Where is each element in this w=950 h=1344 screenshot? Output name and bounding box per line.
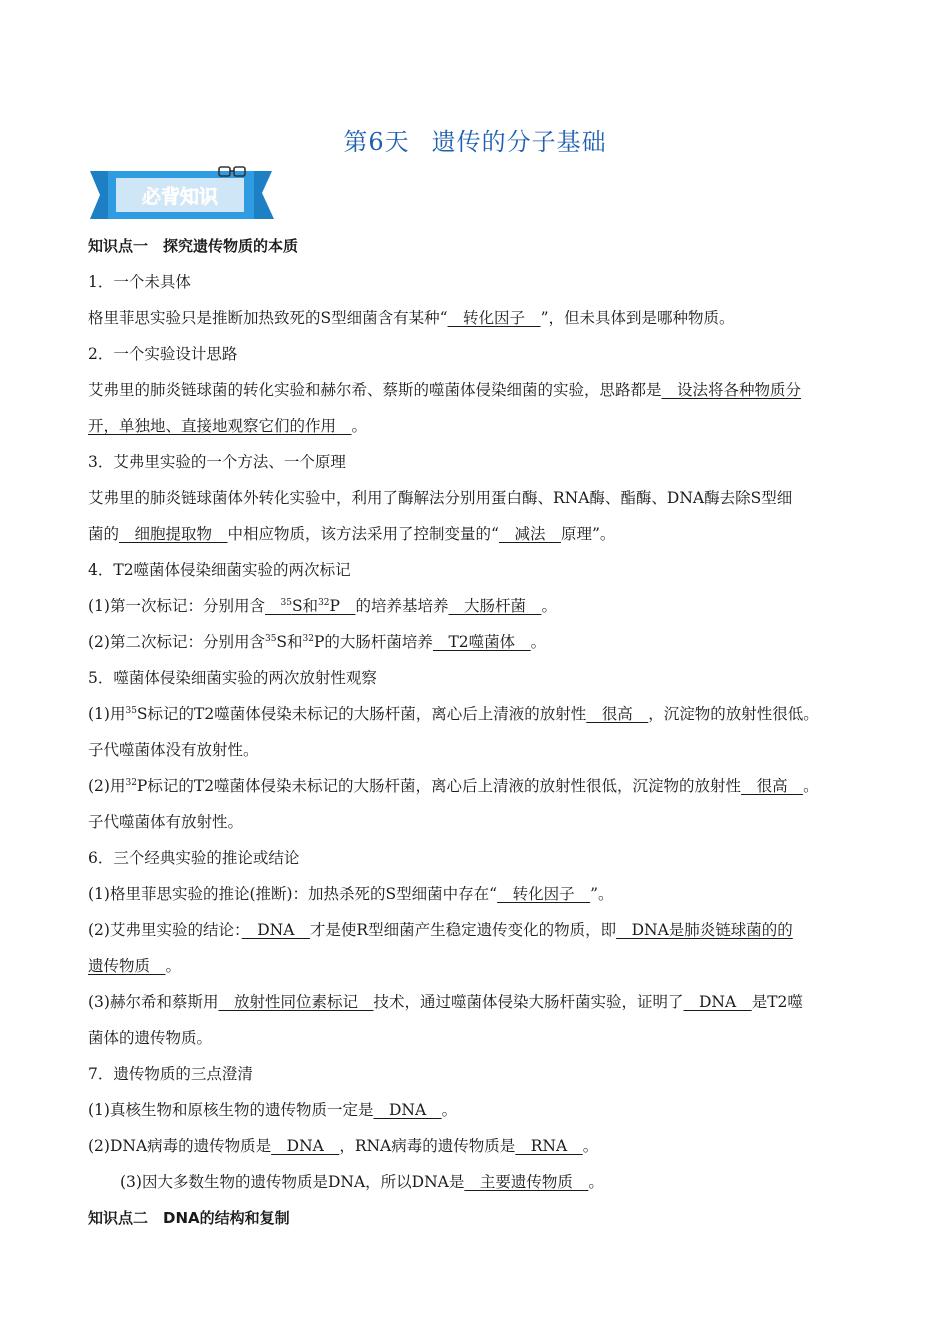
s7-line-1: (1)真核生物和原核生物的遗传物质一定是 DNA 。 [88, 1101, 458, 1119]
answer-blank: DNA [373, 1101, 442, 1119]
answer-blank: 开，单独地、直接地观察它们的作用 [88, 417, 352, 435]
s2-heading: 2．一个实验设计思路 [88, 345, 238, 363]
s2-line: 艾弗里的肺炎链球菌的转化实验和赫尔希、蔡斯的噬菌体侵染细菌的实验，思路都是 设法将各种物质分 [88, 381, 802, 399]
s6-line-2: (2)艾弗里实验的结论： DNA 才是使R型细菌产生稳定遗传变化的物质，即 DNA是肺炎链球菌的的 [88, 921, 793, 939]
answer-blank: DNA [683, 993, 752, 1011]
answer-blank: 很高 [741, 777, 804, 795]
s7-heading: 7．遗传物质的三点澄清 [88, 1065, 253, 1083]
answer-blank: DNA是肺炎链球菌的的 [616, 921, 793, 939]
answer-blank: DNA [241, 921, 310, 939]
answer-blank: 放射性同位素标记 [218, 993, 374, 1011]
content [88, 228, 878, 1236]
answer-blank: 大肠杆菌 [448, 597, 542, 615]
s6-line-2-cont: 遗传物质 。 [88, 957, 182, 975]
answer-blank: DNA [271, 1137, 340, 1155]
answer-blank: RNA [515, 1137, 583, 1155]
s4-line-1: (1)第一次标记：分别用含 $^{35}$S和$^{32}$P 的培养基培养 大肠杆菌 。 [88, 597, 557, 615]
answer-blank: 转化因子 [447, 309, 541, 327]
s6-line-1: (1)格里菲思实验的推论(推断)：加热杀死的S型细菌中存在“ 转化因子 ”。 [88, 885, 614, 903]
kp2-heading: 知识点二 DNA的结构和复制 [88, 1209, 290, 1227]
answer-blank: 设法将各种物质分 [661, 381, 802, 399]
s1-line: 格里菲思实验只是推断加热致死的S型细菌含有某种“ 转化因子 ”，但未具体到是哪种物质。 [88, 309, 735, 327]
s4-heading: 4．T2噬菌体侵染细菌实验的两次标记 [88, 561, 351, 579]
kp1-heading: 知识点一 探究遗传物质的本质 [88, 237, 299, 255]
s2-line-cont: 开，单独地、直接地观察它们的作用 。 [88, 417, 368, 435]
answer-blank: 细胞提取物 [119, 525, 228, 543]
s3-line: 艾弗里的肺炎链球菌体外转化实验中，利用了酶解法分别用蛋白酶、RNA酶、酯酶、DNA酶去除S型细 [88, 489, 793, 507]
s6-heading: 6．三个经典实验的推论或结论 [88, 849, 300, 867]
must-know-banner [86, 163, 276, 227]
s5-line-2b: 子代噬菌体有放射性。 [88, 813, 244, 831]
s7-line-3: (3)因大多数生物的遗传物质是DNA，所以DNA是 主要遗传物质 。 [120, 1173, 604, 1191]
s6-line-3b: 菌体的遗传物质。 [88, 1029, 213, 1047]
answer-blank: 很高 [586, 705, 649, 723]
banner-label: 必背知识 [141, 186, 219, 208]
page-title: 第6天 遗传的分子基础 [343, 128, 607, 156]
answer-blank: 减法 [498, 525, 561, 543]
answer-blank: 遗传物质 [88, 957, 166, 975]
s5-heading: 5．噬菌体侵染细菌实验的两次放射性观察 [88, 669, 377, 687]
s7-line-2: (2)DNA病毒的遗传物质是 DNA ，RNA病毒的遗传物质是 RNA 。 [88, 1137, 599, 1155]
answer-blank: 转化因子 [497, 885, 591, 903]
s6-line-3: (3)赫尔希和蔡斯用 放射性同位素标记 技术，通过噬菌体侵染大肠杆菌实验，证明了 DNA 是T2噬 [88, 993, 803, 1011]
answer-blank: 主要遗传物质 [464, 1173, 589, 1191]
s3-line-cont: 菌的 细胞提取物 中相应物质，该方法采用了控制变量的“ 减法 原理”。 [88, 525, 616, 543]
s5-line-1b: 子代噬菌体没有放射性。 [88, 741, 259, 759]
s5-line-1: (1)用$^{35}$S标记的T2噬菌体侵染未标记的大肠杆菌，离心后上清液的放射性 很高 ，沉淀物的放射性很低。 [88, 705, 819, 723]
s3-heading: 3．艾弗里实验的一个方法、一个原理 [88, 453, 346, 471]
s4-line-2: (2)第二次标记：分别用含$^{35}$S和$^{32}$P的大肠杆菌培养 T2噬菌体 。 [88, 633, 547, 651]
s5-line-2: (2)用$^{32}$P标记的T2噬菌体侵染未标记的大肠杆菌，离心后上清液的放射性很低，沉淀物的放射性 很高 。 [88, 777, 819, 795]
s1-heading: 1．一个未具体 [88, 273, 191, 291]
answer-blank: T2噬菌体 [432, 633, 531, 651]
answer-blank: $^{35}$S和$^{32}$P [280, 597, 356, 615]
